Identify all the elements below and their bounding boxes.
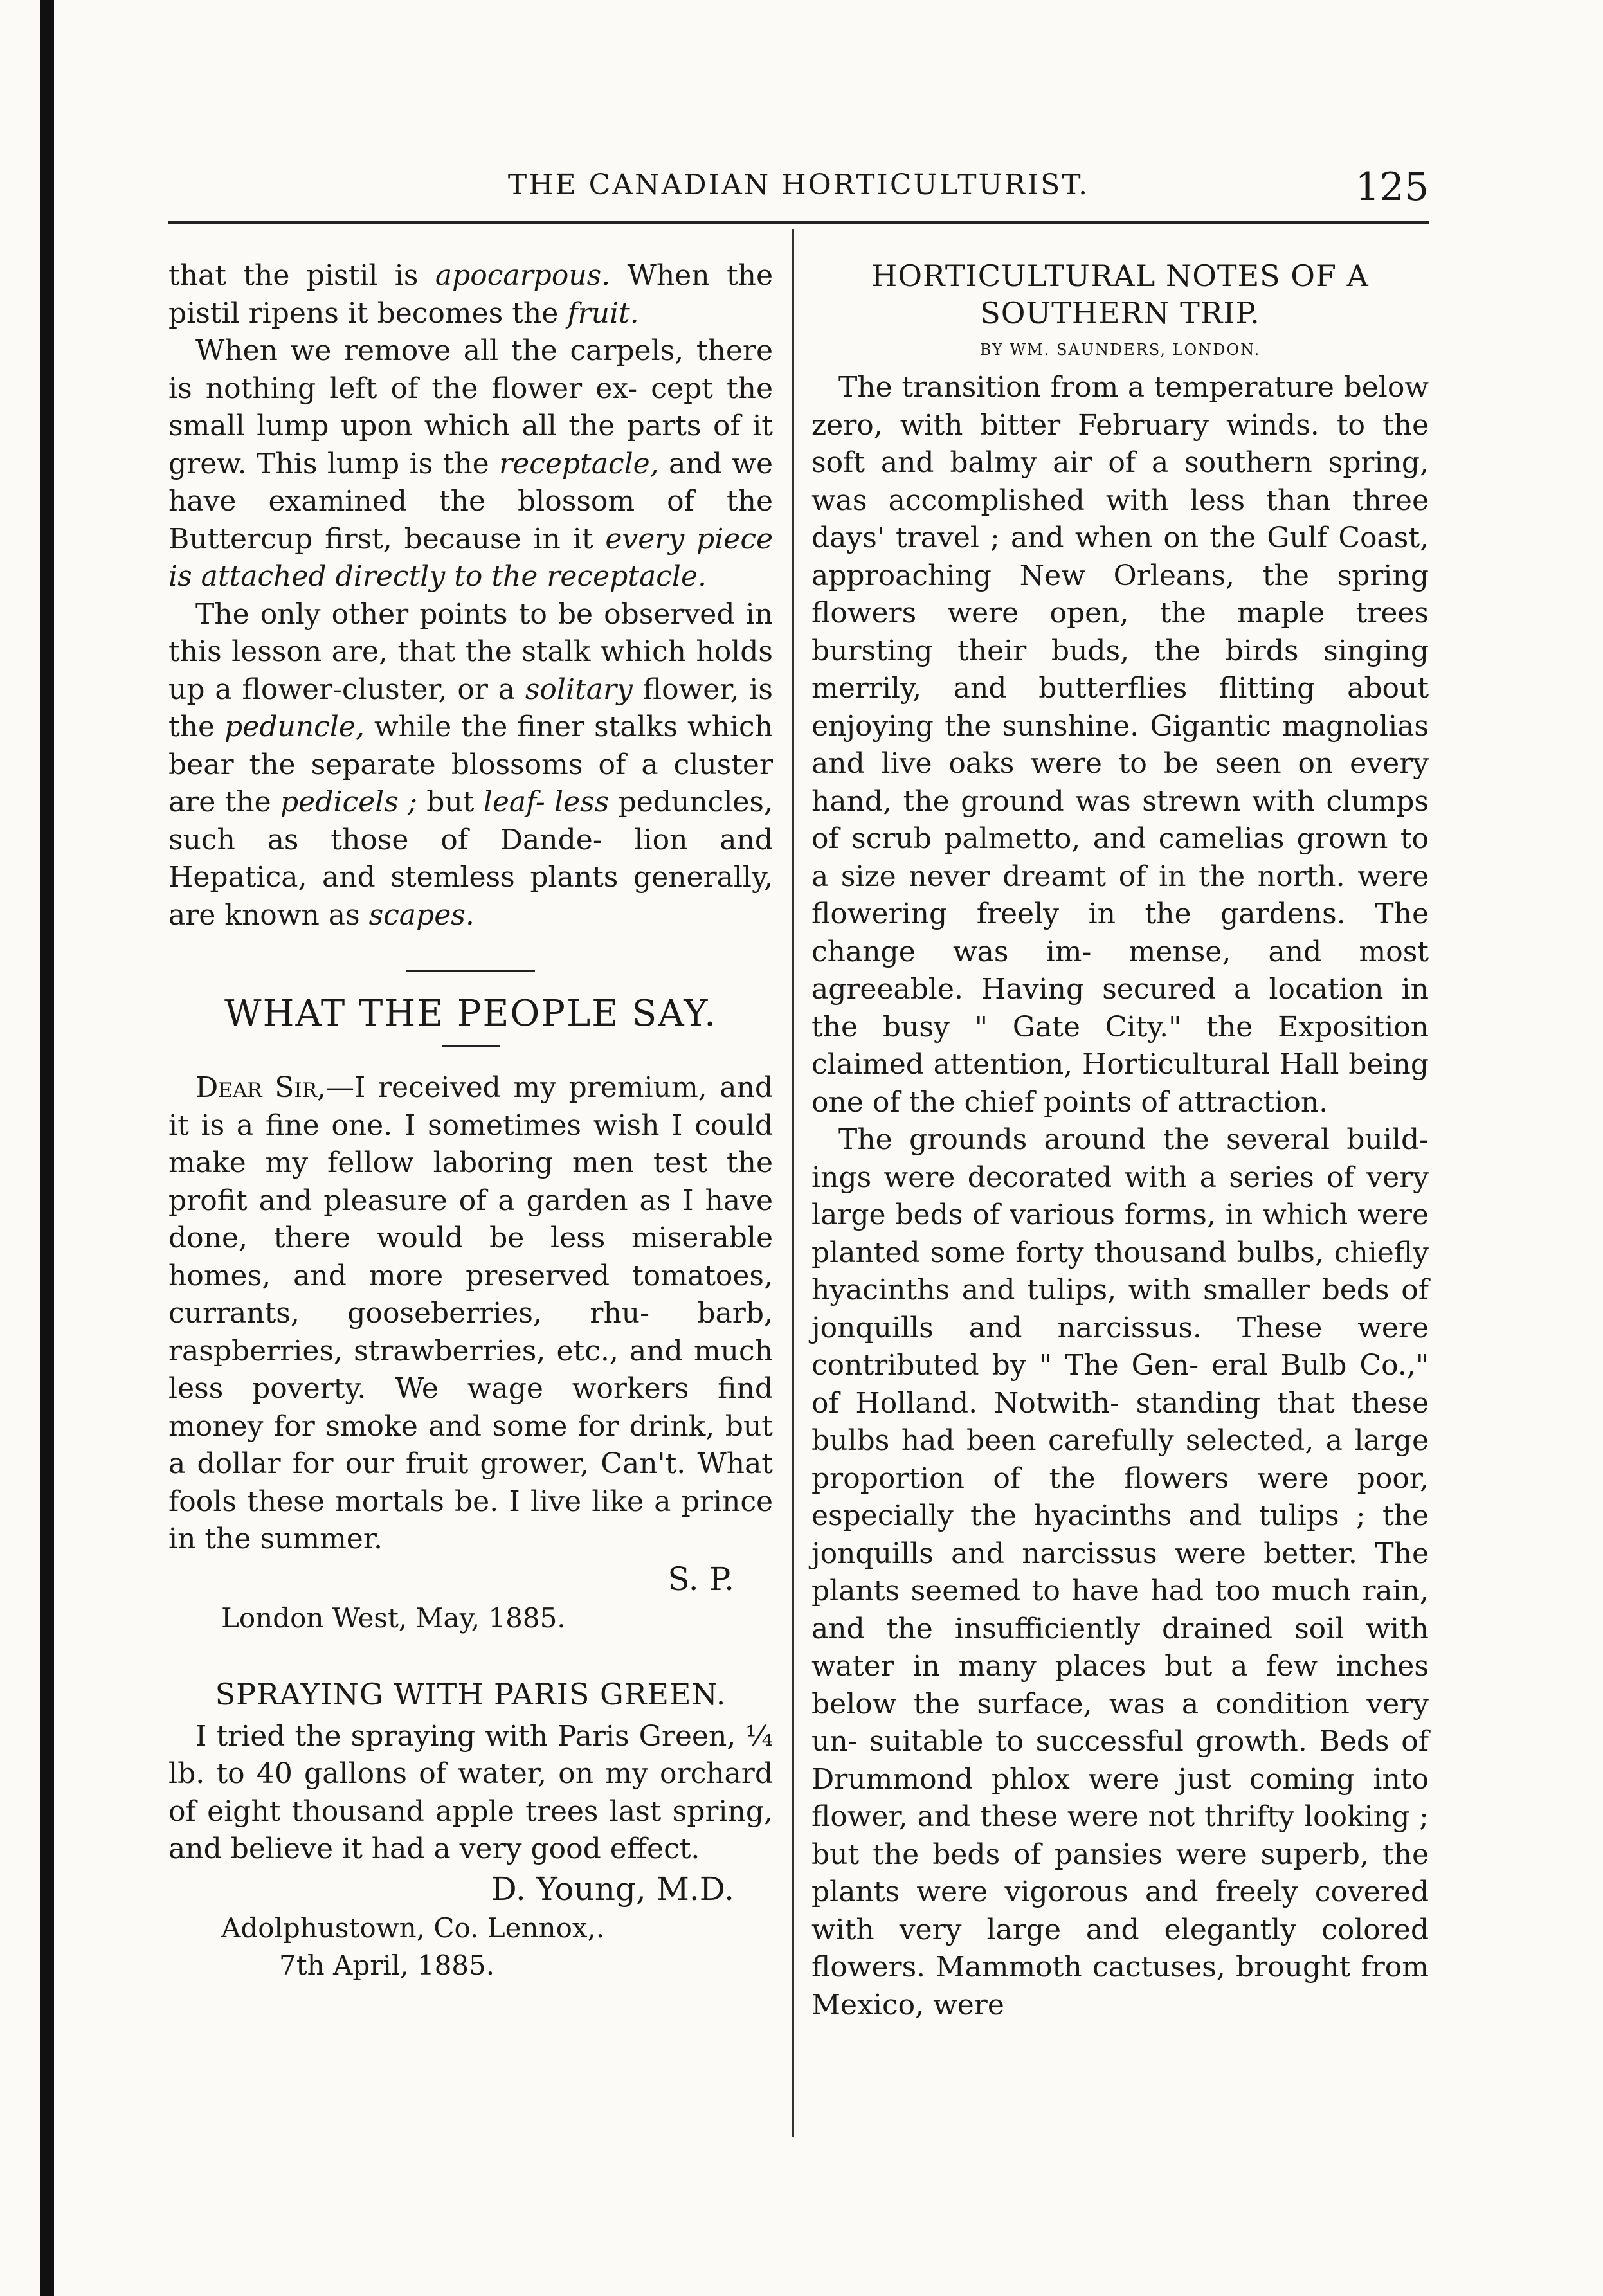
letter-paragraph: I tried the spraying with Paris Green, ¼ lb. to 40 gallons of water, on my orchard of eight thousand apple trees last spring, and believe it had a very good effect. — [168, 1719, 773, 1865]
paragraph: The only other points to be observed in this lesson are, that the stalk which holds up a flower-cluster, or a solitary flower, is the peduncle, while the finer stalks which bear the separate blossoms of a cluster are the pedicels ; but leaf- less peduncles, such as those of Dande- lion and Hepatica, and stemless plants generally, are known as scapes. — [168, 597, 774, 932]
letter-paragraph: Dear Sir,—I received my premium, and it is a fine one. I sometimes wish I could make my fellow laboring men test the profit and pleasure of a garden as I have done, there would be less miserable homes, and more preserved tomatoes, currants, gooseberries, rhu- barb, raspberries, strawberries, etc., and much less poverty. We wage workers find money for smoke and some for drink, but a dollar for our fruit grower, Can't. What fools these mortals be. I live like a prince in the summer. — [168, 1071, 773, 1555]
paragraph: The transition from a temperature below zero, with bitter February winds. to the soft and balmy air of a southern spring, was accomplished with less than three days' travel ; and when on the Gulf Coast, approaching New Orleans, the spring flowers were open, the maple trees bursting their buds, the birds singing merrily, and butterflies flitting about enjoying the sunshine. Gigantic magnolias and live oaks were to be seen on every hand, the ground was strewn with clumps of scrub palmetto, and camelias grown to a size never dreamt of in the north. were flowering freely in the gardens. The change was im- mense, and most agreeable. Having secured a location in the busy " Gate City." the Exposition claimed attention, Horticultural Hall being one of the chief points of attraction. — [811, 371, 1429, 1119]
binding-edge — [40, 0, 54, 2296]
article-heading: HORTICULTURAL NOTES OF A SOUTHERN TRIP. — [871, 258, 1369, 330]
column-divider — [792, 229, 794, 2137]
article-byline: BY WM. SAUNDERS, LONDON. — [979, 341, 1261, 359]
page-header — [168, 165, 1429, 216]
letter-dateline: 7th April, 1885. — [279, 1949, 495, 1981]
page-number: 125 — [1355, 165, 1429, 210]
letter-signature: S. P. — [667, 1560, 734, 1598]
running-title: THE CANADIAN HORTICULTURIST. — [507, 168, 1090, 201]
section-heading-people-say: WHAT THE PEOPLE SAY. — [224, 993, 717, 1035]
letter-signature: D. Young, M.D. — [491, 1870, 734, 1908]
letter-dateline: London West, May, 1885. — [221, 1602, 566, 1634]
left-column — [168, 257, 773, 1984]
paragraph: When we remove all the carpels, there is nothing left of the flower ex- cept the small lump upon which all the parts of it grew. This lump is the receptacle, and we have examined the blossom of the Buttercup first, because in it every piece is attached directly to the receptacle. — [168, 334, 773, 593]
header-rule — [168, 221, 1429, 224]
paragraph: that the pistil is apocarpous. When the pistil ripens it becomes the fruit. — [168, 259, 773, 330]
right-column — [811, 257, 1429, 2024]
paragraph: The grounds around the several build- ings were decorated with a series of very large beds of various forms, in which were planted some forty thousand bulbs, chiefly hyacinths and tulips, with smaller beds of jonquills and narcissus. These were contributed by " The Gen- eral Bulb Co.," of Holland. Notwith- standing that these bulbs had been carefully selected, a large proportion of the flowers were poor, especially the hyacinths and tulips ; the jonquills and narcissus were better. The plants seemed to have had too much rain, and the insufficiently drained soil with water in many places but a few inches below the surface, was a condition very un- suitable to successful growth. Beds of Drummond phlox were just coming into flower, and these were not thrifty looking ; but the beds of pansies were superb, the plants were vigorous and freely covered with very large and elegantly colored flowers. Mammoth cactuses, brought from Mexico, were — [811, 1123, 1429, 2021]
letter-dateline: Adolphustown, Co. Lennox,. — [221, 1912, 605, 1944]
section-heading-paris-green: SPRAYING WITH PARIS GREEN. — [215, 1676, 727, 1712]
